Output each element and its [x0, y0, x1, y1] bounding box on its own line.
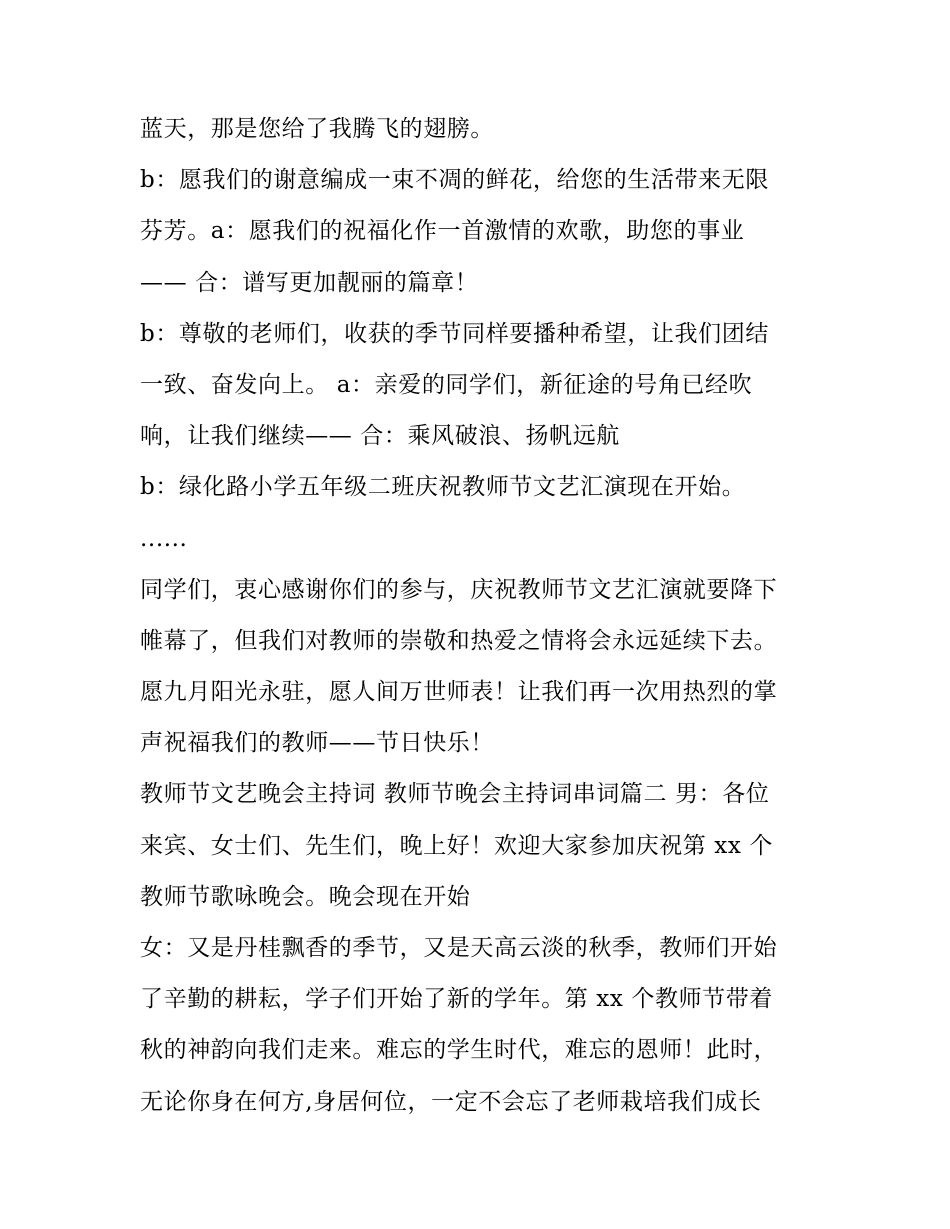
text-line: 芬芳。a：愿我们的祝福化作一首激情的欢歌，助您的事业 [140, 218, 745, 245]
document-body [140, 104, 820, 1128]
text-line: 帷幕了，但我们对教师的崇敬和热爱之情将会永远延续下去。 [140, 627, 778, 654]
text-line: 秋的神韵向我们走来。难忘的学生时代，难忘的恩师！此时， [140, 1037, 778, 1064]
text-line: 女：又是丹桂飘香的季节，又是天高云淡的秋季，教师们开始 [140, 935, 778, 961]
text-line: 了辛勤的耕耘，学子们开始了新的学年。第 xx 个教师节带着 [140, 986, 773, 1013]
text-line: 响，让我们继续—— 合：乘风破浪、扬帆远航 [140, 423, 620, 450]
text-line: b：尊敬的老师们，收获的季节同样要播种希望，让我们团结 [140, 320, 769, 347]
text-line: 来宾、女士们、先生们，晚上好！欢迎大家参加庆祝第 xx 个 [140, 832, 773, 859]
text-line: 声祝福我们的教师——节日快乐！ [140, 730, 494, 757]
text-line: b：愿我们的谢意编成一束不凋的鲜花，给您的生活带来无限 [140, 167, 769, 194]
text-line: 教师节歌咏晚会。晚会现在开始 [140, 883, 471, 910]
text-line: 教师节文艺晚会主持词 教师节晚会主持词串词篇二 男：各位 [140, 781, 770, 808]
text-line: 蓝天，那是您给了我腾飞的翅膀。 [140, 116, 494, 142]
text-line: 愿九月阳光永驻，愿人间万世师表！让我们再一次用热烈的掌 [140, 679, 778, 706]
text-line: 无论你身在何方,身居何位，一定不会忘了老师栽培我们成长 [140, 1088, 762, 1115]
text-line: —— 合：谱写更加靓丽的篇章！ [140, 269, 479, 296]
text-line: 同学们，衷心感谢你们的参与，庆祝教师节文艺汇演就要降下 [140, 576, 778, 603]
text-line: 一致、奋发向上。 a：亲爱的同学们，新征途的号角已经吹 [140, 371, 753, 398]
text-line: ...... [140, 525, 188, 552]
text-line: b：绿化路小学五年级二班庆祝教师节文艺汇演现在开始。 [140, 474, 746, 501]
